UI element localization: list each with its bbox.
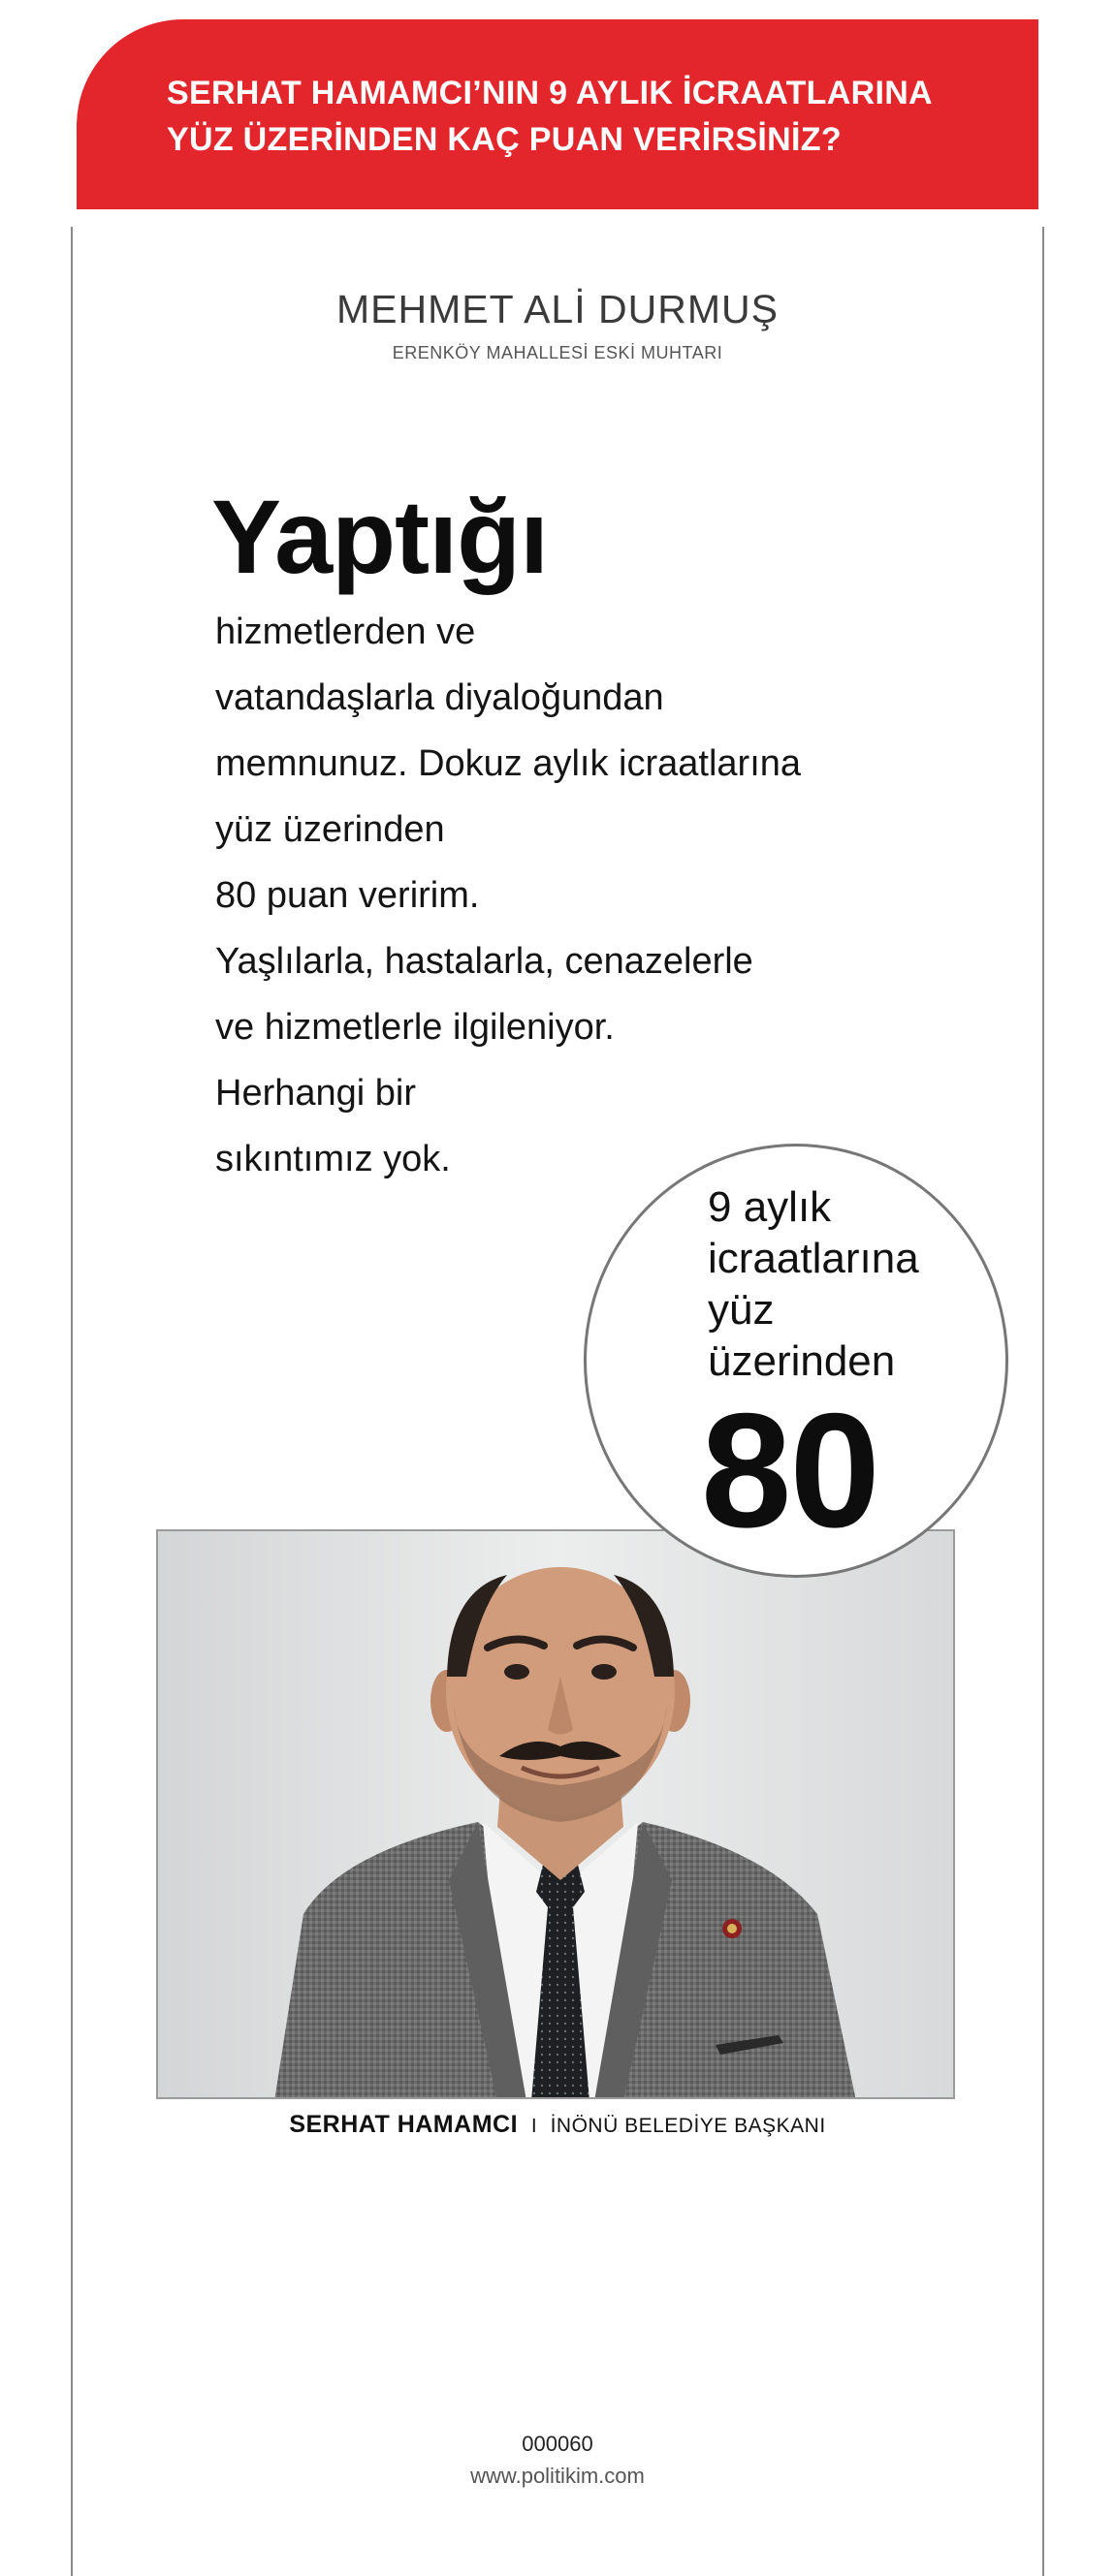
score-value: 80	[701, 1379, 878, 1561]
score-label-line: yüz	[708, 1286, 775, 1334]
quote-line: hizmetlerden ve	[215, 612, 476, 652]
score-label-line: üzerinden	[708, 1337, 896, 1385]
footer-url[interactable]: www.politikim.com	[470, 2464, 645, 2488]
question-line-2: YÜZ ÜZERİNDEN KAÇ PUAN VERİRSİNİZ?	[167, 121, 842, 158]
quote-line: ve hizmetlerle ilgileniyor.	[215, 1007, 615, 1048]
caption-separator: I	[531, 2116, 537, 2137]
quote-line: yüz üzerinden	[215, 809, 445, 850]
quote-body	[215, 599, 894, 1192]
portrait-illustration	[158, 1531, 955, 2099]
quote-line: Herhangi bir	[215, 1073, 416, 1114]
question-line-1: SERHAT HAMAMCI’NIN 9 AYLIK İCRAATLARINA	[167, 75, 933, 111]
score-badge	[584, 1144, 1008, 1578]
interviewee-name: MEHMET ALİ DURMUŞ	[336, 287, 779, 331]
card-border-right	[1042, 227, 1044, 2576]
quote-line: Yaşlılarla, hastalarla, cenazelerle	[215, 941, 753, 982]
score-label-line: 9 aylık	[708, 1183, 832, 1231]
score-label	[708, 1181, 919, 1387]
caption-subject-name: SERHAT HAMAMCI	[289, 2111, 519, 2138]
quote-line: sıkıntımız yok.	[215, 1139, 451, 1179]
quote-line: vatandaşlarla diyaloğundan	[215, 677, 664, 718]
quote-line: memnunuz. Dokuz aylık icraatlarına	[215, 743, 802, 784]
quote-line: 80 puan veririm.	[215, 875, 480, 916]
quote-lead-word: Yaptığı	[211, 478, 549, 595]
footer-code: 000060	[522, 2432, 593, 2456]
question-banner	[77, 19, 1038, 209]
score-label-line: icraatlarına	[708, 1235, 919, 1282]
interviewee-title: ERENKÖY MAHALLESİ ESKİ MUHTARI	[392, 343, 723, 362]
mayor-photo	[156, 1529, 955, 2099]
caption-subject-role: İNÖNÜ BELEDİYE BAŞKANI	[550, 2115, 826, 2137]
card-border-left	[71, 227, 73, 2576]
photo-caption	[0, 2111, 1115, 2139]
